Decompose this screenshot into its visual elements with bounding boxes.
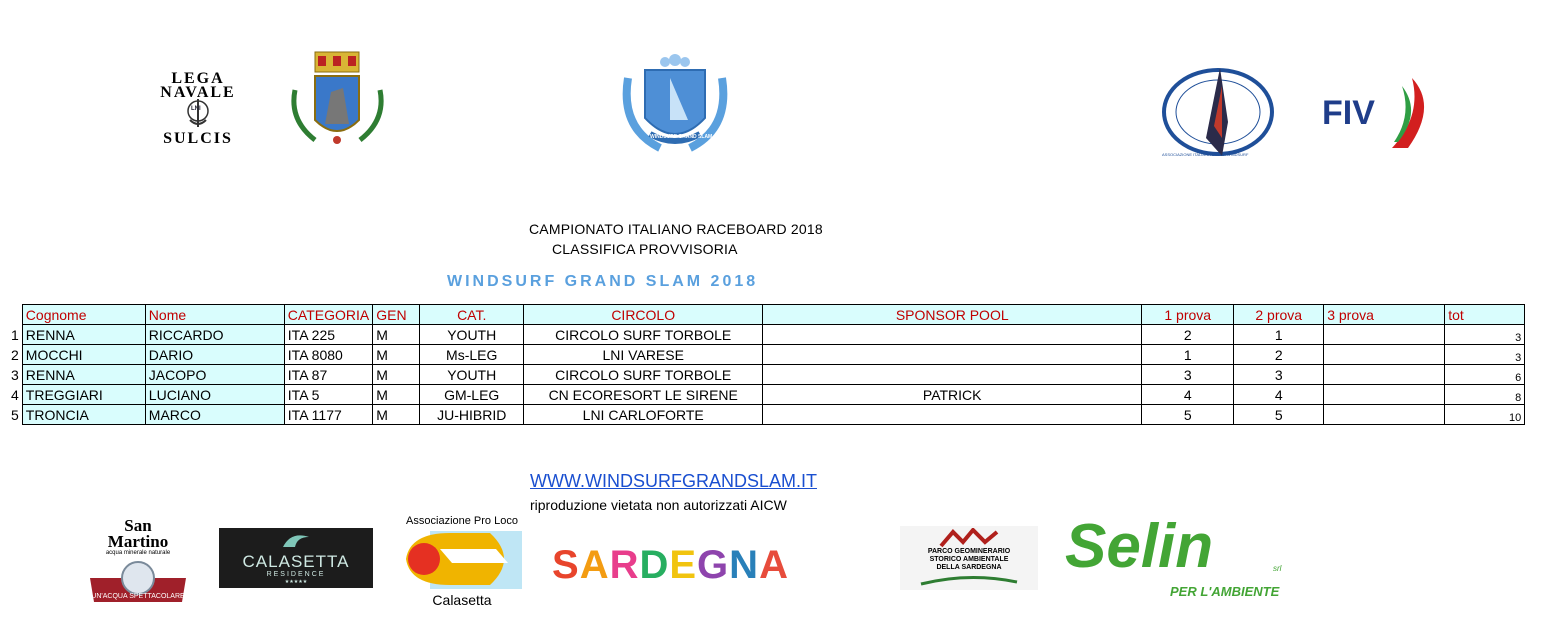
- categoria: ITA 5: [284, 385, 372, 405]
- copyright-note: riproduzione vietata non autorizzati AICW: [530, 497, 787, 513]
- prova-1: 5: [1142, 405, 1234, 425]
- rank: 3: [11, 366, 19, 383]
- nome: MARCO: [145, 405, 284, 425]
- col-nome: Nome: [145, 305, 284, 325]
- nome: LUCIANO: [145, 385, 284, 405]
- cat: YOUTH: [420, 325, 524, 345]
- anchor-icon: [186, 98, 210, 128]
- lega-navale-line3: SULCIS: [163, 130, 233, 147]
- cognome: TRONCIA: [22, 405, 145, 425]
- prova-3: [1324, 345, 1445, 365]
- nome: RICCARDO: [145, 325, 284, 345]
- proloco-calasetta-logo: [400, 515, 524, 609]
- prova-1: 1: [1142, 345, 1234, 365]
- col-prova-3: 3 prova: [1324, 305, 1445, 325]
- calasetta-wave-icon: [281, 531, 311, 549]
- parco-geominerario-logo: [900, 526, 1038, 590]
- table-header-row: [8, 305, 1525, 325]
- table-row: [8, 325, 1525, 345]
- fiv-logo: [1320, 76, 1435, 152]
- parco-line3: DELLA SARDEGNA: [936, 564, 1002, 571]
- gen: M: [373, 385, 420, 405]
- categoria: ITA 8080: [284, 345, 372, 365]
- prova-2: 3: [1234, 365, 1324, 385]
- tot: 3: [1445, 345, 1525, 365]
- results-table: [8, 304, 1525, 425]
- tot: 6: [1445, 365, 1525, 385]
- proloco-bottom: Calasetta: [432, 592, 492, 608]
- nome: JACOPO: [145, 365, 284, 385]
- parco-line2: STORICO AMBIENTALE: [929, 556, 1009, 563]
- selin-logo: [1065, 512, 1310, 604]
- table-row: [8, 365, 1525, 385]
- cat: Ms-LEG: [420, 345, 524, 365]
- table-row: [8, 345, 1525, 365]
- san-martino-line1: San: [124, 516, 152, 535]
- prova-2: 1: [1234, 325, 1324, 345]
- selin-tagline: PER L'AMBIENTE: [1170, 584, 1280, 599]
- categoria: ITA 87: [284, 365, 372, 385]
- aicw-logo-icon: [1162, 66, 1277, 161]
- parco-swoosh-icon: [919, 574, 1019, 588]
- fiv-sail-icon: [1382, 76, 1432, 152]
- windsurf-grand-slam-crest-icon: [620, 48, 730, 158]
- cognome: RENNA: [22, 325, 145, 345]
- san-martino-shield-icon: [88, 558, 188, 608]
- gen: M: [373, 325, 420, 345]
- col-gen: GEN: [373, 305, 420, 325]
- lega-navale-logo: [148, 70, 248, 150]
- prova-2: 4: [1234, 385, 1324, 405]
- prova-1: 2: [1142, 325, 1234, 345]
- sardegna-logo: [552, 545, 877, 585]
- rank-header: [8, 305, 22, 325]
- circolo: CIRCOLO SURF TORBOLE: [524, 365, 763, 385]
- prova-3: [1324, 405, 1445, 425]
- prova-2: 5: [1234, 405, 1324, 425]
- san-martino-ribbon: UN'ACQUA SPETTACOLARE: [91, 593, 185, 600]
- rank: 1: [11, 326, 19, 343]
- san-martino-line3: acqua minerale naturale: [105, 550, 171, 556]
- circolo: LNI VARESE: [524, 345, 763, 365]
- nome: DARIO: [145, 345, 284, 365]
- col-cat: CAT.: [420, 305, 524, 325]
- prova-3: [1324, 325, 1445, 345]
- rank: 2: [11, 346, 19, 363]
- col-prova-2: 2 prova: [1234, 305, 1324, 325]
- san-martino-line2: Martino: [107, 532, 169, 551]
- prova-1: 4: [1142, 385, 1234, 405]
- cat: GM-LEG: [420, 385, 524, 405]
- table-row: [8, 385, 1525, 405]
- rank: 4: [11, 386, 19, 403]
- sponsor: [763, 405, 1142, 425]
- proloco-emblem-icon: [400, 529, 524, 591]
- proloco-top: Associazione Pro Loco: [406, 515, 518, 527]
- cat: JU-HIBRID: [420, 405, 524, 425]
- ranking-subtitle: CLASSIFICA PROVVISORIA: [552, 241, 738, 257]
- circolo: CN ECORESORT LE SIRENE: [524, 385, 763, 405]
- selin-name: Selin: [1065, 512, 1214, 581]
- circolo: CIRCOLO SURF TORBOLE: [524, 325, 763, 345]
- sponsor: [763, 345, 1142, 365]
- cognome: MOCCHI: [22, 345, 145, 365]
- col-cognome: Cognome: [22, 305, 145, 325]
- rank: 5: [11, 406, 19, 423]
- calasetta-residence-stars: ★★★★★: [284, 579, 308, 585]
- sardegna-letter: D: [639, 543, 670, 587]
- championship-title: CAMPIONATO ITALIANO RACEBOARD 2018: [529, 221, 823, 237]
- lega-navale-badge: LNI: [191, 106, 201, 112]
- categoria: ITA 225: [284, 325, 372, 345]
- sardegna-letter: S: [552, 543, 580, 587]
- sardegna-letter: R: [609, 543, 640, 587]
- col-sponsor-pool: SPONSOR POOL: [763, 305, 1142, 325]
- parco-mountains-icon: [939, 528, 999, 548]
- calasetta-residence-sub: RESIDENCE: [266, 571, 326, 578]
- tot: 10: [1445, 405, 1525, 425]
- lega-navale-line2: NAVALE: [160, 84, 236, 101]
- col-tot: tot: [1445, 305, 1525, 325]
- gen: M: [373, 365, 420, 385]
- calasetta-residence-name: CALASETTA: [242, 552, 350, 571]
- cat: YOUTH: [420, 365, 524, 385]
- calasetta-residence-logo: [219, 528, 373, 588]
- lega-navale-line1: LEGA: [171, 70, 225, 87]
- prova-3: [1324, 365, 1445, 385]
- event-title: WINDSURF GRAND SLAM 2018: [447, 273, 759, 290]
- municipality-crest-icon: [285, 50, 390, 150]
- sponsor: [763, 325, 1142, 345]
- tot: 8: [1445, 385, 1525, 405]
- sponsor: [763, 365, 1142, 385]
- tot: 3: [1445, 325, 1525, 345]
- col-prova-1: 1 prova: [1142, 305, 1234, 325]
- wgs-crest-text: WINDSURF GRAND SLAM: [650, 134, 713, 140]
- sardegna-letter: N: [729, 543, 760, 587]
- sardegna-letter: A: [759, 543, 789, 587]
- col-circolo: CIRCOLO: [524, 305, 763, 325]
- prova-1: 3: [1142, 365, 1234, 385]
- prova-3: [1324, 385, 1445, 405]
- parco-line1: PARCO GEOMINERARIO: [927, 548, 1011, 555]
- gen: M: [373, 345, 420, 365]
- categoria: ITA 1177: [284, 405, 372, 425]
- col-categoria: CATEGORIA: [284, 305, 372, 325]
- san-martino-logo: [88, 516, 188, 608]
- fiv-text: FIV: [1322, 94, 1375, 132]
- website-link[interactable]: WWW.WINDSURFGRANDSLAM.IT: [530, 471, 817, 491]
- aicw-text: ASSOCIAZIONE ITALIANA CLASSI WINDSURF: [1162, 152, 1249, 157]
- sponsor: PATRICK: [763, 385, 1142, 405]
- selin-srl: srl: [1273, 564, 1282, 573]
- table-row: [8, 405, 1525, 425]
- prova-2: 2: [1234, 345, 1324, 365]
- gen: M: [373, 405, 420, 425]
- sardegna-letter: G: [697, 543, 730, 587]
- sardegna-letter: A: [579, 543, 610, 587]
- cognome: RENNA: [22, 365, 145, 385]
- sardegna-letter: E: [669, 543, 698, 587]
- circolo: LNI CARLOFORTE: [524, 405, 763, 425]
- cognome: TREGGIARI: [22, 385, 145, 405]
